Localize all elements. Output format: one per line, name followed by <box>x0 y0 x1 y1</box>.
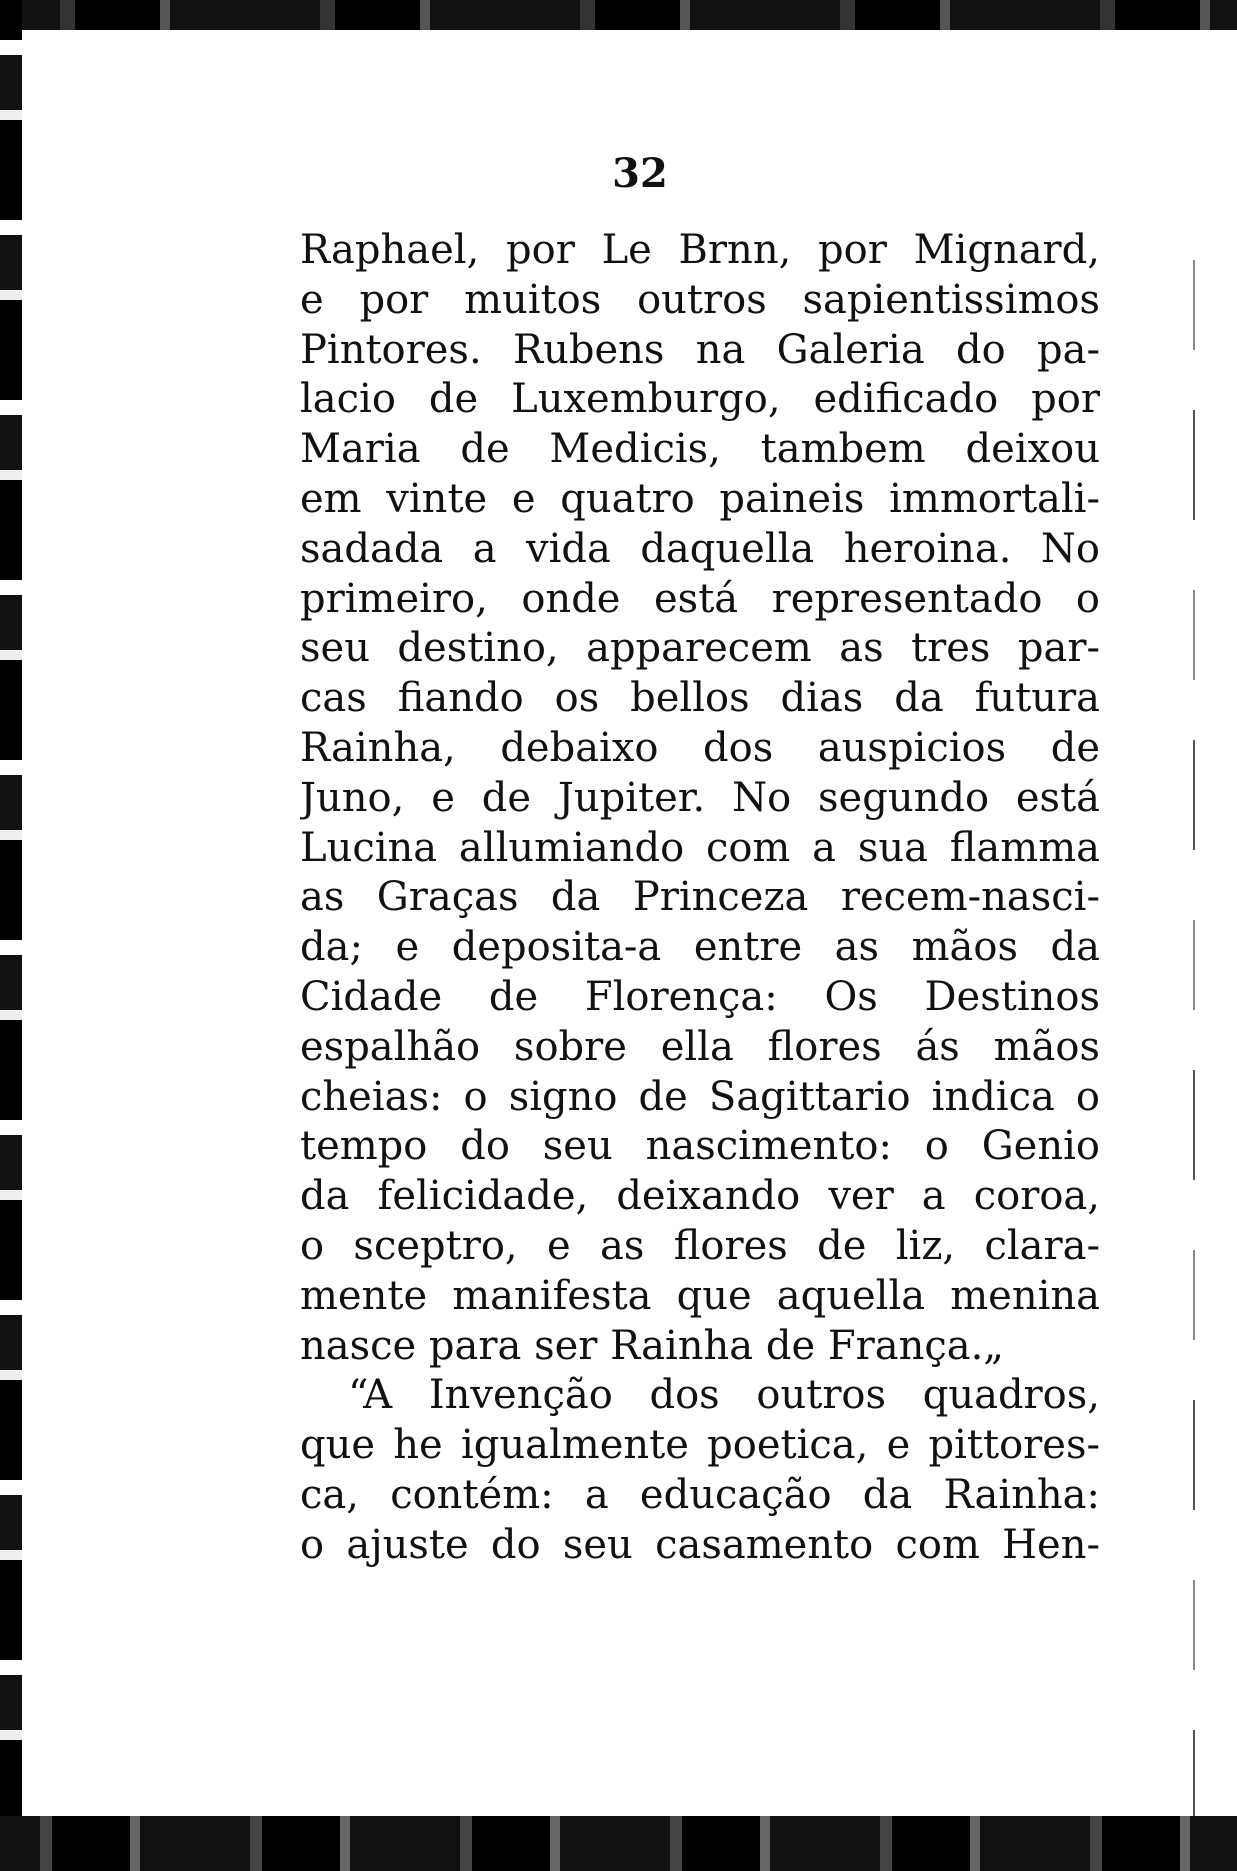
text-line: lacio de Luxemburgo, edificado por <box>300 376 1100 423</box>
text-line: sadada a vida daquella heroina. No <box>300 525 1100 572</box>
scan-bottom-edge <box>0 1816 1237 1871</box>
text-line: ca, contém: a educação da Rainha: <box>300 1471 1100 1518</box>
body-text <box>300 226 1100 1571</box>
text-line: o sceptro, e as flores de liz, clara- <box>300 1222 1100 1269</box>
scan-binding-edge <box>0 0 22 1871</box>
text-line: e por muitos outros sapientissimos <box>300 276 1100 323</box>
page-number: 32 <box>612 150 668 197</box>
text-line: tempo do seu nascimento: o Genio <box>300 1123 1100 1170</box>
text-line: da; e deposita-a entre as mãos da <box>300 924 1100 971</box>
text-line: Lucina allumiando com a sua flamma <box>300 824 1100 871</box>
text-line: que he igualmente poetica, e pittores- <box>300 1422 1100 1469</box>
text-line: mente manifesta que aquella menina <box>300 1272 1100 1319</box>
text-line: Raphael, por Le Brnn, por Mignard, <box>300 227 1100 273</box>
text-line: em vinte e quatro paineis immortali- <box>300 475 1100 522</box>
scan-right-margin-mark <box>1193 260 1195 1820</box>
scan-top-edge <box>0 0 1237 30</box>
text-line: da felicidade, deixando ver a coroa, <box>300 1173 1100 1220</box>
text-line: as Graças da Princeza recem-nasci- <box>300 874 1100 921</box>
text-line: cheias: o signo de Sagittario indica o <box>300 1073 1100 1120</box>
text-line: Maria de Medicis, tambem deixou <box>300 426 1100 473</box>
text-line: o ajuste do seu casamento com Hen- <box>300 1521 1100 1568</box>
text-line: espalhão sobre ella flores ás mãos <box>300 1023 1100 1070</box>
text-line: seu destino, apparecem as tres par- <box>300 625 1100 672</box>
text-line: primeiro, onde está representado o <box>300 575 1100 622</box>
text-line: Rainha, debaixo dos auspicios de <box>300 724 1100 771</box>
text-line: Juno, e de Jupiter. No segundo está <box>300 774 1100 821</box>
text-line: Cidade de Florença: Os Destinos <box>300 973 1100 1020</box>
text-line: Pintores. Rubens na Galeria do pa- <box>300 326 1100 373</box>
text-line: nasce para ser Rainha de França.„ <box>300 1322 1005 1369</box>
text-line: cas fiando os bellos dias da futura <box>300 675 1100 722</box>
text-line: “A Invenção dos outros quadros, <box>348 1372 1100 1419</box>
